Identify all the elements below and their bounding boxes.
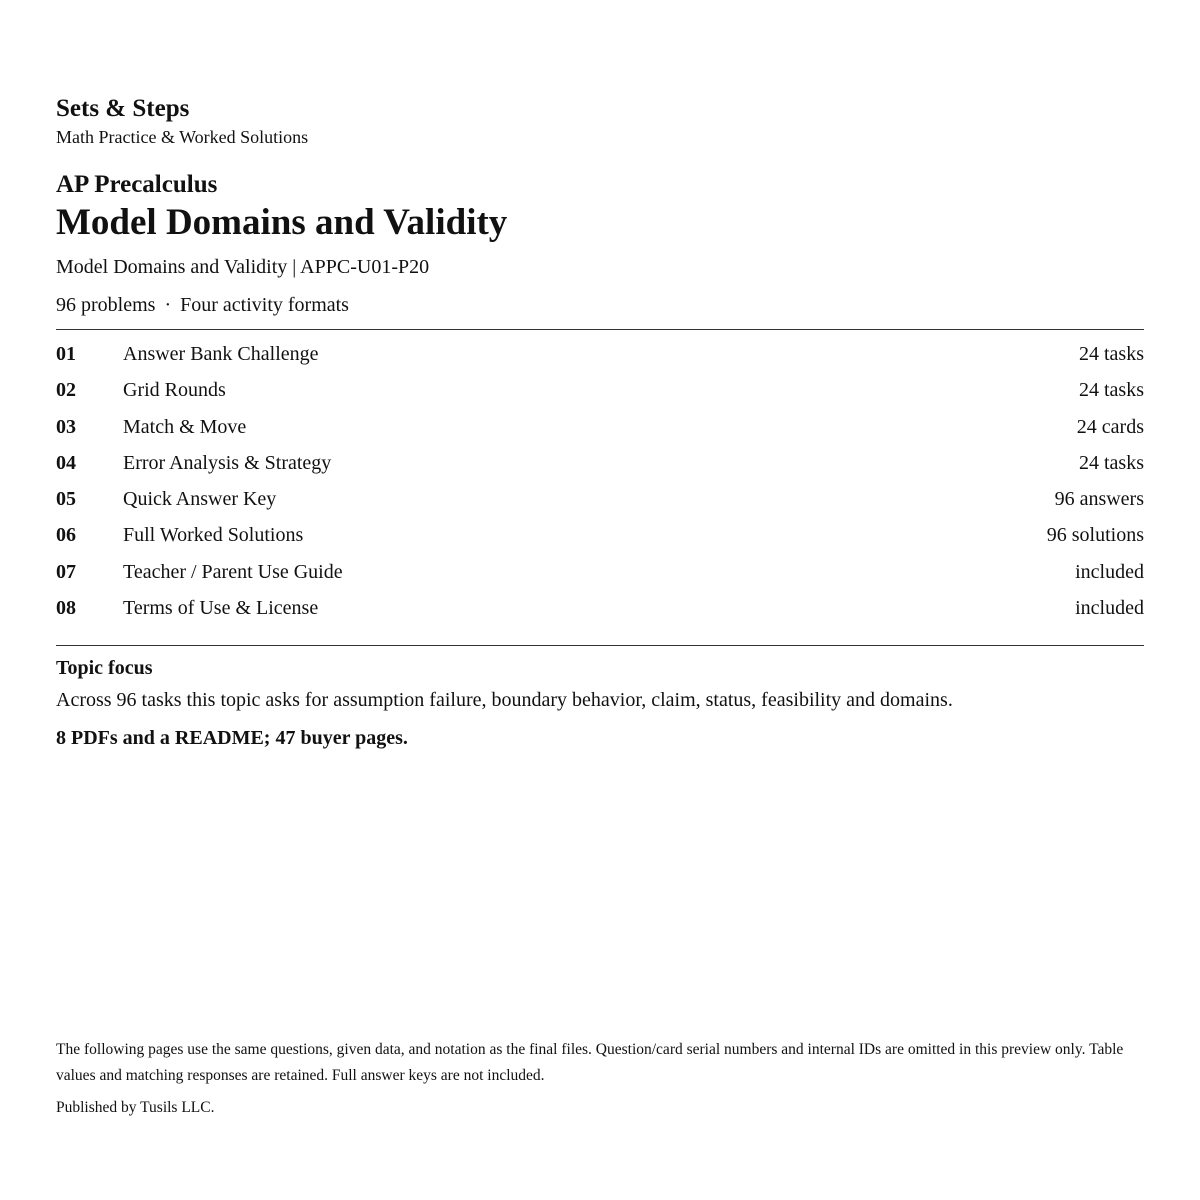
contents-row <box>56 554 1144 590</box>
contents-label: Match & Move <box>123 415 247 438</box>
contents-label: Error Analysis & Strategy <box>123 451 332 474</box>
contents-label: Teacher / Parent Use Guide <box>123 560 343 583</box>
brand-tagline: Math Practice & Worked Solutions <box>56 127 309 147</box>
contents-row <box>56 372 1144 408</box>
contents-number: 07 <box>56 560 76 583</box>
contents-label: Quick Answer Key <box>123 488 277 511</box>
contents-number: 08 <box>56 597 76 620</box>
contents-row <box>56 336 1144 372</box>
contents-row <box>56 445 1144 481</box>
contents-count: included <box>1075 597 1144 620</box>
contents-label: Grid Rounds <box>123 379 226 402</box>
topic-code-line: Model Domains and Validity | APPC-U01-P20 <box>56 256 430 278</box>
contents-row <box>56 409 1144 445</box>
package-note: 8 PDFs and a README; 47 buyer pages. <box>56 727 408 749</box>
publisher-line: Published by Tusils LLC. <box>56 1099 215 1116</box>
topic-focus-heading: Topic focus <box>56 657 153 679</box>
contents-number: 03 <box>56 415 76 438</box>
divider-top <box>56 329 1144 330</box>
document-page <box>56 0 1144 1200</box>
contents-count: 24 cards <box>1076 415 1144 438</box>
contents-number: 06 <box>56 524 76 547</box>
contents-count: 96 answers <box>1054 488 1144 511</box>
meta-line <box>56 293 349 317</box>
preview-disclaimer: The following pages use the same questions, given data, and notation as the final files. Question/card serial numbers and internal IDs are omitted in this preview only. Table values and matching responses are retained. Full answer keys are not included. <box>56 1041 1124 1084</box>
activity-formats: Four activity formats <box>180 294 349 316</box>
contents-row <box>56 517 1144 553</box>
contents-label: Terms of Use & License <box>123 597 319 620</box>
contents-label: Answer Bank Challenge <box>123 343 319 365</box>
topic-focus-text: Across 96 tasks this topic asks for assumption failure, boundary behavior, claim, status, feasibility and domains. <box>56 689 953 711</box>
contents-row <box>56 481 1144 517</box>
problem-count: 96 problems <box>56 294 156 316</box>
contents-count: 24 tasks <box>1079 379 1144 402</box>
brand-name: Sets & Steps <box>56 95 190 122</box>
contents-number: 02 <box>56 379 76 402</box>
contents-count: 96 solutions <box>1046 524 1144 547</box>
course-name: AP Precalculus <box>56 171 218 198</box>
divider-bottom <box>56 645 1144 646</box>
contents-count: 24 tasks <box>1079 451 1144 474</box>
meta-separator: · <box>164 294 172 316</box>
contents-row <box>56 590 1144 626</box>
contents-count: 24 tasks <box>1079 343 1144 365</box>
contents-count: included <box>1075 560 1144 583</box>
contents-number: 04 <box>56 451 76 474</box>
contents-number: 05 <box>56 488 76 511</box>
page-title: Model Domains and Validity <box>56 202 508 243</box>
contents-label: Full Worked Solutions <box>123 524 304 547</box>
contents-list <box>56 336 1144 626</box>
contents-number: 01 <box>56 343 76 365</box>
